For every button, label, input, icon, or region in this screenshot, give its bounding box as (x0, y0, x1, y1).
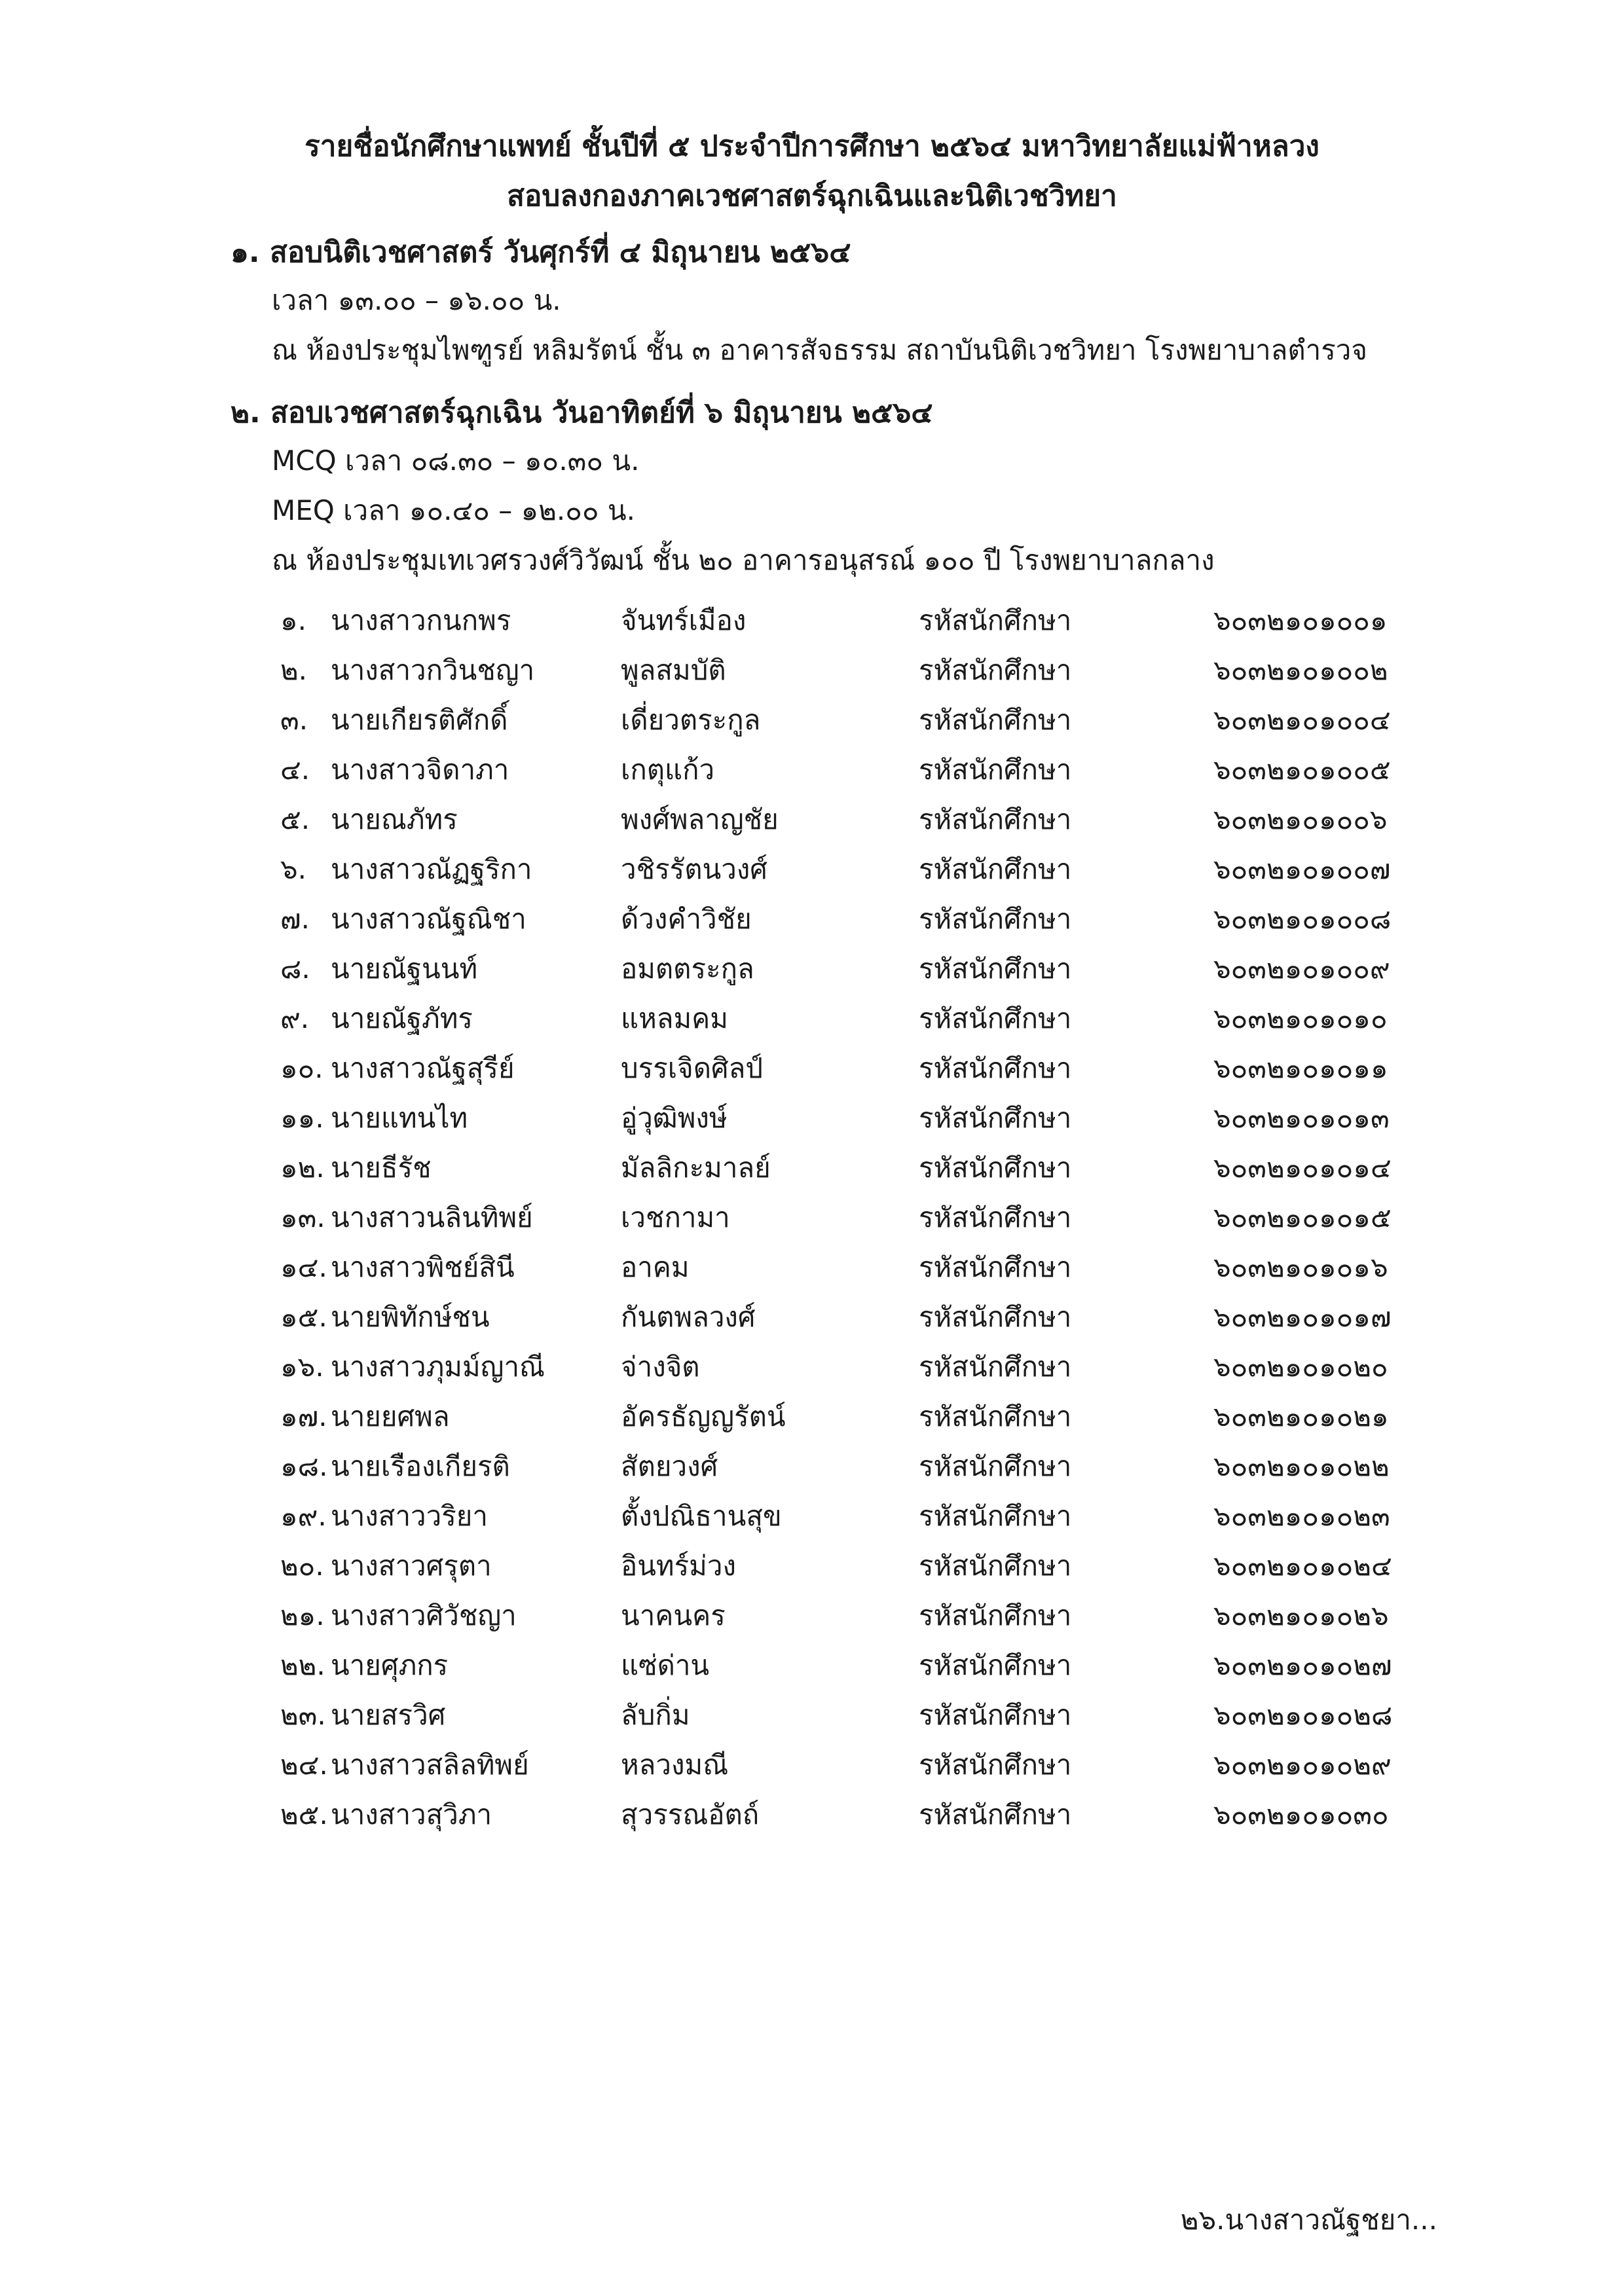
student-number: ๗. (280, 903, 310, 935)
student-number: ๕. (280, 803, 310, 835)
section1-heading: ๑. สอบนิติเวชศาสตร์ วันศุกร์ที่ ๔ มิถุนายน ๒๕๖๔ (231, 236, 851, 269)
student-id: ๖๐๓๒๑๐๑๐๐๖ (1213, 803, 1388, 835)
student-id: ๖๐๓๒๑๐๑๐๒๗ (1213, 1649, 1392, 1681)
student-id-label: รหัสนักศึกษา (919, 1500, 1072, 1532)
student-id-label: รหัสนักศึกษา (919, 1052, 1072, 1084)
student-number: ๒๑. (280, 1599, 325, 1631)
student-number: ๓. (280, 704, 308, 736)
student-name: นางสาวภุมม์ญาณี (331, 1351, 545, 1383)
student-surname: กันตพลวงศ์ (621, 1301, 756, 1333)
student-row (0, 1395, 1624, 1445)
student-number: ๑๗. (280, 1400, 327, 1432)
student-name: นายณัฐภัทร (331, 1002, 473, 1034)
student-row (0, 748, 1624, 798)
student-surname: อาคม (621, 1251, 690, 1283)
section2-mcq-time: MCQ เวลา ๐๘.๓๐ – ๑๐.๓๐ น. (272, 445, 640, 477)
student-surname: ด้วงคำวิชัย (621, 903, 752, 935)
student-surname: ตั้งปณิธานสุข (621, 1500, 782, 1532)
student-surname: ลับกิ่ม (621, 1699, 690, 1731)
student-number: ๑๐. (280, 1052, 323, 1084)
student-id-label: รหัสนักศึกษา (919, 1301, 1072, 1333)
student-id: ๖๐๓๒๑๐๑๐๑๐ (1213, 1002, 1388, 1034)
student-name: นางสาวพิชย์สินี (331, 1251, 515, 1283)
section1-location: ณ ห้องประชุมไพฑูรย์ หลิมรัตน์ ชั้น ๓ อาคารสัจธรรม สถาบันนิติเวชวิทยา โรงพยาบาลตำรวจ (272, 334, 1367, 366)
student-id-label: รหัสนักศึกษา (919, 1002, 1072, 1034)
student-id: ๖๐๓๒๑๐๑๐๐๑ (1213, 604, 1388, 636)
student-name: นางสาวกวินชญา (331, 654, 535, 686)
section2-heading: ๒. สอบเวชศาสตร์ฉุกเฉิน วันอาทิตย์ที่ ๖ มิถุนายน ๒๕๖๔ (231, 396, 933, 429)
student-name: นายสรวิศ (331, 1699, 446, 1731)
student-row (0, 599, 1624, 649)
student-number: ๑๖. (280, 1351, 324, 1383)
student-row (0, 997, 1624, 1047)
student-id-label: รหัสนักศึกษา (919, 1251, 1072, 1283)
student-surname: จ่างจิต (621, 1351, 700, 1383)
student-name: นางสาวจิดาภา (331, 754, 509, 786)
student-row (0, 1793, 1624, 1843)
student-id-label: รหัสนักศึกษา (919, 1749, 1072, 1781)
student-row (0, 699, 1624, 748)
student-row (0, 798, 1624, 848)
student-surname: สัตยวงศ์ (621, 1450, 718, 1482)
student-name: นายพิทักษ์ชน (331, 1301, 490, 1333)
student-name: นางสาวนลินทิพย์ (331, 1201, 533, 1233)
student-number: ๑๘. (280, 1450, 328, 1482)
student-surname: อินทร์ม่วง (621, 1550, 736, 1582)
student-number: ๑. (280, 604, 307, 636)
student-number: ๒. (280, 654, 308, 686)
student-number: ๑๓. (280, 1201, 325, 1233)
student-surname: อู่วุฒิพงษ์ (621, 1102, 728, 1134)
student-id-label: รหัสนักศึกษา (919, 1798, 1072, 1831)
student-row (0, 649, 1624, 699)
student-id-label: รหัสนักศึกษา (919, 1550, 1072, 1582)
student-id: ๖๐๓๒๑๐๑๐๑๓ (1213, 1102, 1390, 1134)
student-name: นายเรืองเกียรติ (331, 1450, 510, 1482)
student-number: ๑๕. (280, 1301, 327, 1333)
student-surname: หลวงมณี (621, 1749, 729, 1781)
student-id: ๖๐๓๒๑๐๑๐๐๔ (1213, 704, 1391, 736)
student-id-label: รหัสนักศึกษา (919, 1152, 1072, 1184)
student-surname: นาคนคร (621, 1599, 726, 1631)
student-name: นายแทนไท (331, 1102, 468, 1134)
student-name: นางสาวณัฐสุรีย์ (331, 1052, 515, 1084)
student-surname: สุวรรณอัตถ์ (621, 1798, 760, 1831)
document-subtitle: สอบลงกองภาคเวชศาสตร์ฉุกเฉินและนิติเวชวิทยา (507, 179, 1117, 213)
student-name: นายณภัทร (331, 803, 458, 835)
student-id-label: รหัสนักศึกษา (919, 1400, 1072, 1432)
student-row (0, 1246, 1624, 1296)
student-name: นายณัฐนนท์ (331, 953, 478, 985)
student-number: ๔. (280, 754, 310, 786)
student-id-label: รหัสนักศึกษา (919, 754, 1072, 786)
student-id-label: รหัสนักศึกษา (919, 1201, 1072, 1233)
section1-time: เวลา ๑๓.๐๐ – ๑๖.๐๐ น. (272, 284, 561, 316)
student-number: ๖. (280, 853, 307, 885)
student-surname: จันทร์เมือง (621, 604, 747, 636)
student-row (0, 1743, 1624, 1793)
student-id-label: รหัสนักศึกษา (919, 903, 1072, 935)
student-row (0, 1296, 1624, 1345)
student-id: ๖๐๓๒๑๐๑๐๒๙ (1213, 1749, 1392, 1781)
student-name: นางสาวศรุตา (331, 1550, 492, 1582)
student-row (0, 1047, 1624, 1097)
student-id: ๖๐๓๒๑๐๑๐๑๕ (1213, 1201, 1392, 1233)
student-row (0, 1544, 1624, 1594)
student-surname: วชิรรัตนวงศ์ (621, 853, 767, 885)
student-surname: พูลสมบัติ (621, 654, 726, 686)
document-title: รายชื่อนักศึกษาแพทย์ ชั้นปีที่ ๕ ประจำปีการศึกษา ๒๕๖๔ มหาวิทยาลัยแม่ฟ้าหลวง (304, 130, 1320, 163)
continuation-note: ๒๖.นางสาวณัฐชยา... (1180, 2204, 1437, 2236)
student-id-label: รหัสนักศึกษา (919, 1649, 1072, 1681)
student-row (0, 1196, 1624, 1246)
student-id: ๖๐๓๒๑๐๑๐๓๐ (1213, 1798, 1389, 1831)
student-number: ๒๕. (280, 1798, 328, 1831)
student-id-label: รหัสนักศึกษา (919, 1599, 1072, 1631)
student-id: ๖๐๓๒๑๐๑๐๑๑ (1213, 1052, 1388, 1084)
student-id-label: รหัสนักศึกษา (919, 1102, 1072, 1134)
student-row (0, 1694, 1624, 1743)
section2-meq-time: MEQ เวลา ๑๐.๔๐ – ๑๒.๐๐ น. (272, 494, 635, 526)
student-id-label: รหัสนักศึกษา (919, 704, 1072, 736)
student-id: ๖๐๓๒๑๐๑๐๐๗ (1213, 853, 1391, 885)
student-name: นางสาวณัฏฐริกา (331, 853, 532, 885)
student-surname: เกตุแก้ว (621, 754, 715, 786)
student-id: ๖๐๓๒๑๐๑๐๑๔ (1213, 1152, 1392, 1184)
student-surname: แซ่ด่าน (621, 1649, 710, 1681)
student-row (0, 1345, 1624, 1395)
student-id-label: รหัสนักศึกษา (919, 803, 1072, 835)
student-name: นายเกียรติศักดิ์ (331, 704, 508, 736)
student-id-label: รหัสนักศึกษา (919, 953, 1072, 985)
student-name: นางสาวณัฐณิชา (331, 903, 526, 935)
student-row (0, 848, 1624, 898)
student-number: ๙. (280, 1002, 310, 1034)
student-id: ๖๐๓๒๑๐๑๐๑๗ (1213, 1301, 1392, 1333)
student-id-label: รหัสนักศึกษา (919, 604, 1072, 636)
student-number: ๒๓. (280, 1699, 326, 1731)
student-number: ๘. (280, 953, 310, 985)
student-name: นางสาวสุวิภา (331, 1798, 492, 1831)
student-surname: อัครธัญญรัตน์ (621, 1400, 786, 1432)
student-surname: บรรเจิดศิลป์ (621, 1052, 764, 1084)
student-number: ๒๔. (280, 1749, 328, 1781)
student-id-label: รหัสนักศึกษา (919, 1699, 1072, 1731)
student-id-label: รหัสนักศึกษา (919, 853, 1072, 885)
student-id: ๖๐๓๒๑๐๑๐๐๙ (1213, 953, 1390, 985)
student-name: นางสาววริยา (331, 1500, 488, 1532)
student-row (0, 1146, 1624, 1196)
section2-location: ณ ห้องประชุมเทเวศรวงศ์วิวัฒน์ ชั้น ๒๐ อาคารอนุสรณ์ ๑๐๐ ปี โรงพยาบาลกลาง (272, 544, 1215, 576)
student-id-label: รหัสนักศึกษา (919, 654, 1072, 686)
student-id: ๖๐๓๒๑๐๑๐๒๔ (1213, 1550, 1392, 1582)
student-name: นายธีรัช (331, 1152, 432, 1184)
student-number: ๑๔. (280, 1251, 327, 1283)
student-id: ๖๐๓๒๑๐๑๐๒๑ (1213, 1400, 1389, 1432)
student-name: นางสาวสลิลทิพย์ (331, 1749, 529, 1781)
student-surname: มัลลิกะมาลย์ (621, 1152, 771, 1184)
student-name: นางสาวกนกพร (331, 604, 511, 636)
student-name: นายยศพล (331, 1400, 450, 1432)
student-row (0, 947, 1624, 997)
student-id: ๖๐๓๒๑๐๑๐๒๖ (1213, 1599, 1389, 1631)
student-row (0, 1445, 1624, 1495)
student-surname: พงศ์พลาญชัย (621, 803, 779, 835)
student-name: นางสาวศิวัชญา (331, 1599, 517, 1631)
student-number: ๑๙. (280, 1500, 327, 1532)
student-name: นายศุภกร (331, 1649, 449, 1681)
student-id: ๖๐๓๒๑๐๑๐๐๒ (1213, 654, 1388, 686)
student-id: ๖๐๓๒๑๐๑๐๐๘ (1213, 903, 1392, 935)
student-id: ๖๐๓๒๑๐๑๐๐๕ (1213, 754, 1391, 786)
student-number: ๑๑. (280, 1102, 324, 1134)
student-row (0, 1594, 1624, 1644)
student-surname: เดี่ยวตระกูล (621, 704, 761, 736)
student-id: ๖๐๓๒๑๐๑๐๒๐ (1213, 1351, 1388, 1383)
student-id: ๖๐๓๒๑๐๑๐๒๒ (1213, 1450, 1390, 1482)
student-row (0, 1495, 1624, 1544)
student-row (0, 1097, 1624, 1146)
student-number: ๑๒. (280, 1152, 325, 1184)
student-id: ๖๐๓๒๑๐๑๐๒๘ (1213, 1699, 1393, 1731)
student-row (0, 898, 1624, 947)
student-number: ๒๐. (280, 1550, 324, 1582)
student-surname: เวชกามา (621, 1201, 730, 1233)
student-id: ๖๐๓๒๑๐๑๐๑๖ (1213, 1251, 1388, 1283)
student-surname: แหลมคม (621, 1002, 728, 1034)
student-row (0, 1644, 1624, 1694)
student-surname: อมตตระกูล (621, 953, 754, 985)
student-id-label: รหัสนักศึกษา (919, 1450, 1072, 1482)
student-number: ๒๒. (280, 1649, 325, 1681)
student-id-label: รหัสนักศึกษา (919, 1351, 1072, 1383)
student-id: ๖๐๓๒๑๐๑๐๒๓ (1213, 1500, 1390, 1532)
